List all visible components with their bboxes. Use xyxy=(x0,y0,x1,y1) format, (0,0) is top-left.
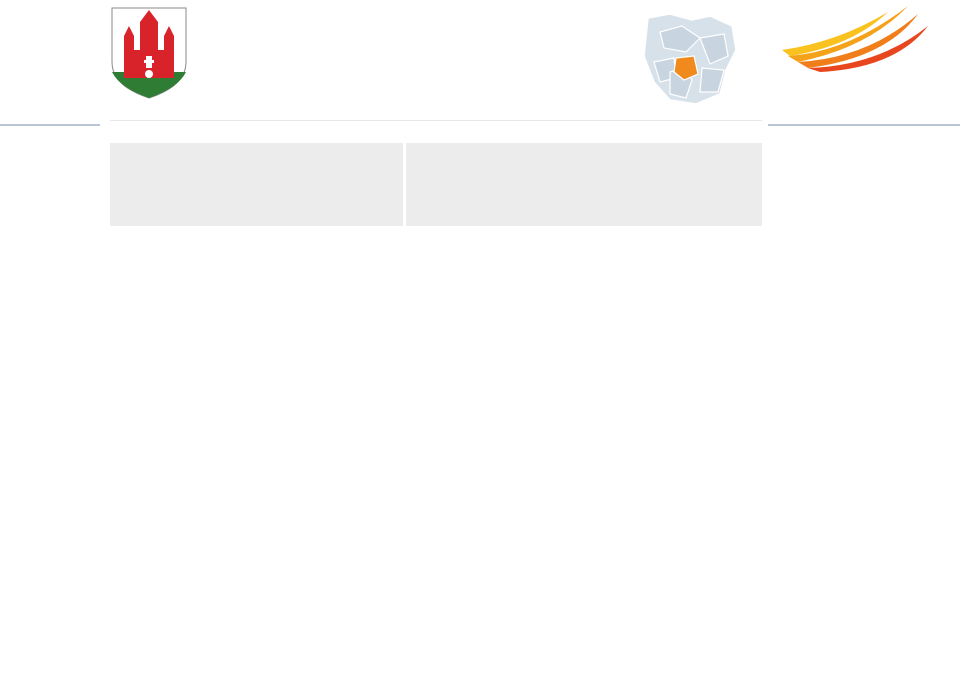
sheet-edge xyxy=(110,120,762,121)
header-rule-right xyxy=(768,124,960,126)
ranking-divider xyxy=(403,143,406,226)
coat-of-arms-logo xyxy=(110,6,188,100)
region-map-icon xyxy=(640,12,740,108)
svenskt-naringsliv-logo xyxy=(768,4,958,90)
ranking-summary-box xyxy=(110,143,762,226)
header-rule-left xyxy=(0,124,100,126)
